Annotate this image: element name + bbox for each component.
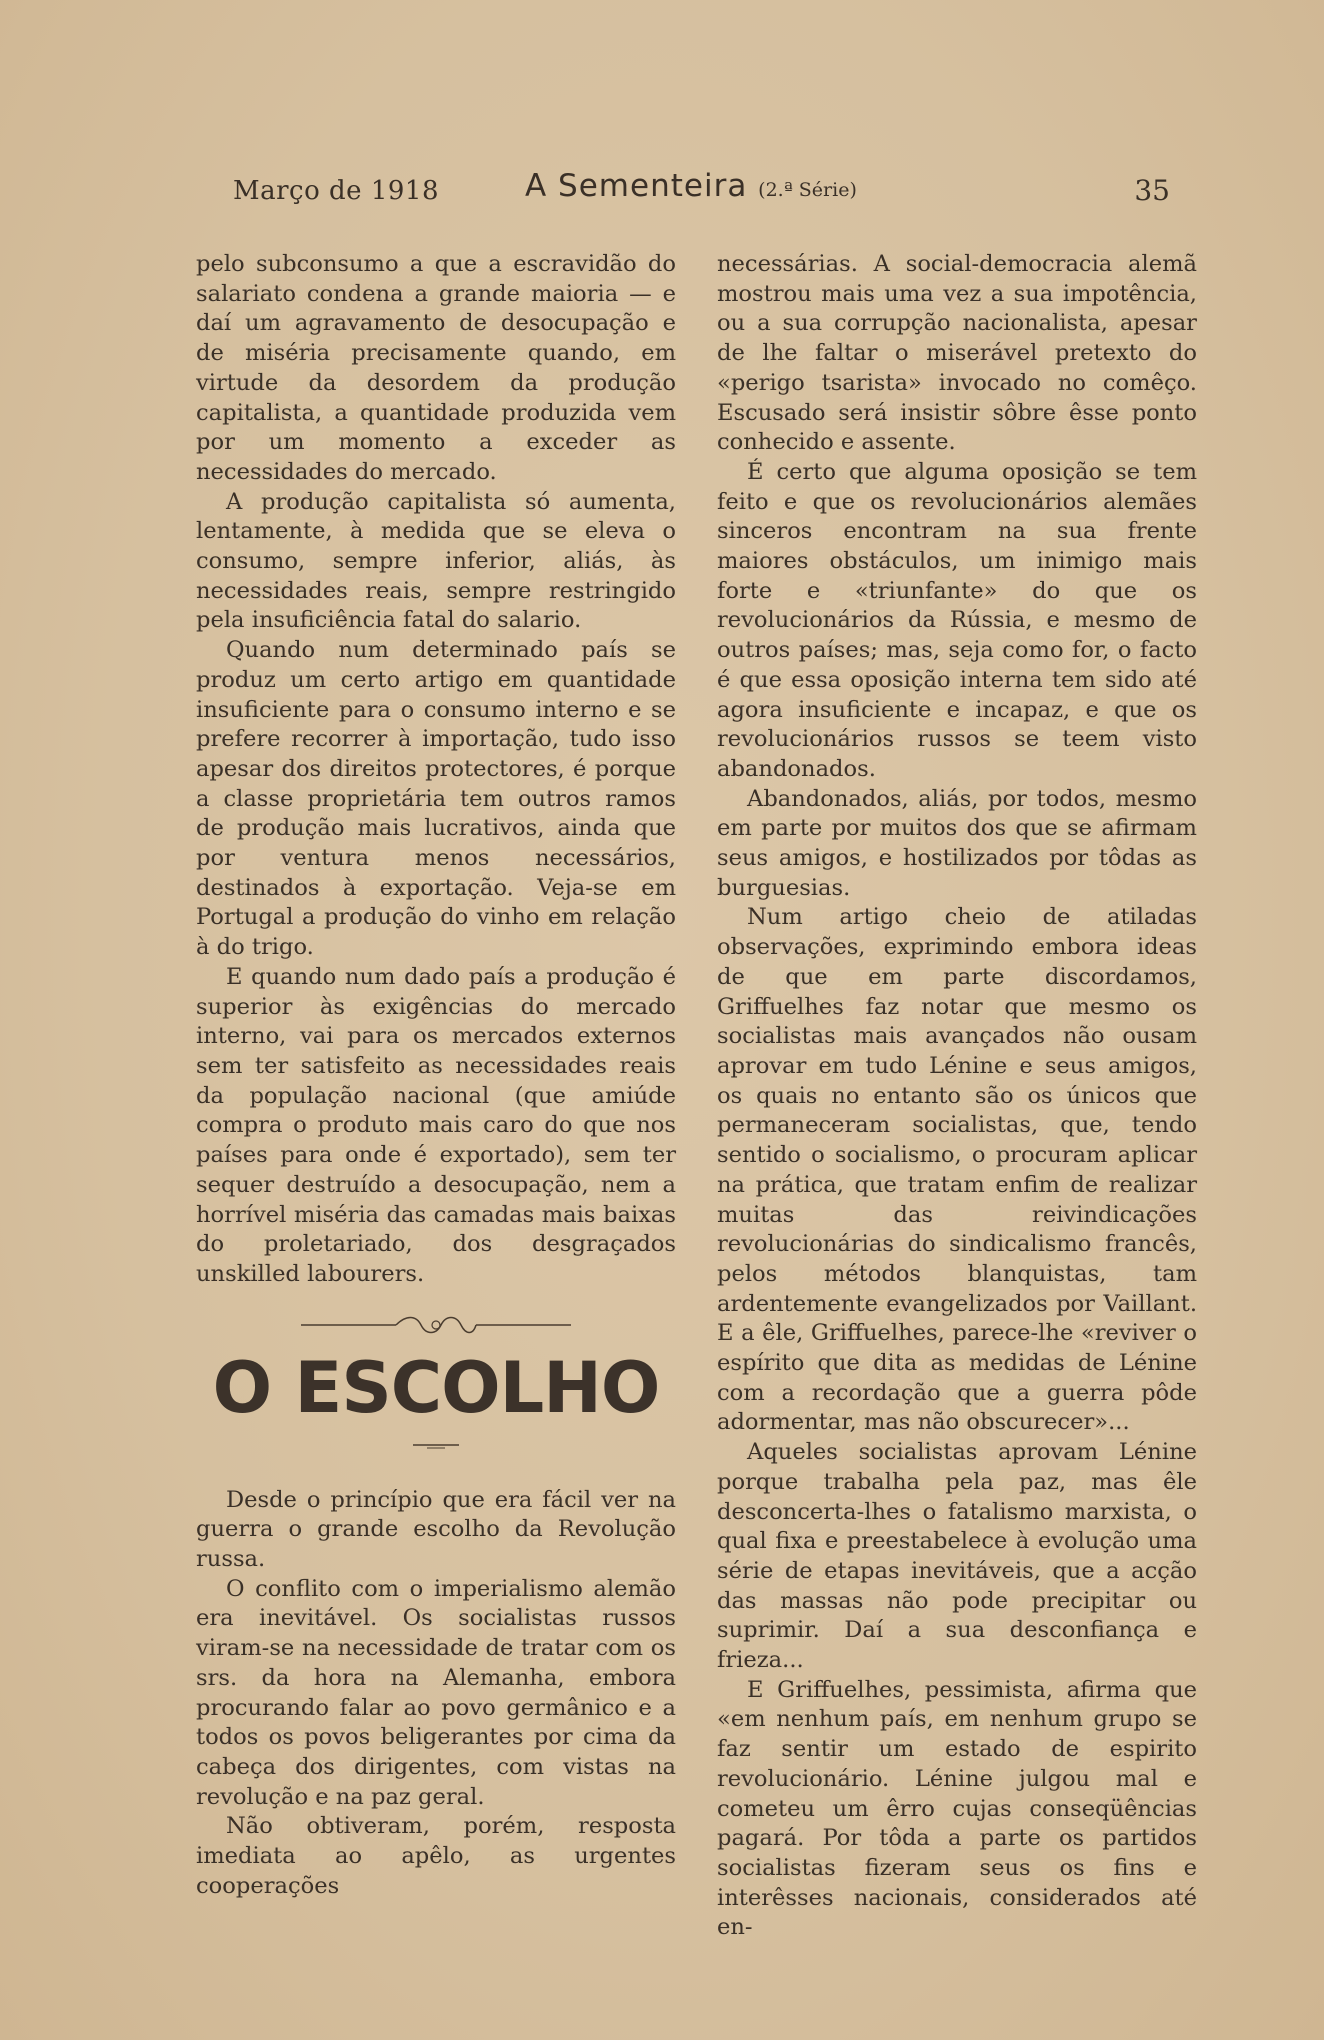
- article-headline: O ESCOLHO: [212, 1346, 660, 1429]
- paragraph: Desde o princípio que era fácil ver na guerra o grande escolho da Revolução russa.: [196, 1486, 676, 1573]
- paragraph: Quando num determinado país se produz um certo artigo em quantidade insuficiente para o consumo interno e se prefere recorrer à importação, tudo isso apesar dos direitos protectores, é porque a classe proprietária tem outros ramos de produção mais lucrativos, ainda que por ventura menos necessários, destinados à exportação. Veja-se em Portugal a produção do vinho em relação à do trigo.: [196, 637, 676, 961]
- paragraph: necessárias. A social-democracia alemã mostrou mais uma vez a sua impotência, ou a sua corrupção nacionalista, apesar de lhe faltar o miserável pretexto do «perigo tsarista» invocado no comêço. Escusado será insistir sôbre êsse ponto conhecido e assente.: [717, 251, 1197, 456]
- small-divider-icon: [413, 1440, 459, 1450]
- page-header: [195, 168, 1170, 218]
- page-number: 35: [1134, 174, 1170, 207]
- paragraph: Aqueles socialistas aprovam Lénine porque trabalha pela paz, mas êle desconcerta-lhes o fatalismo marxista, o qual fixa e preestabelece à evolução uma série de etapas inevitáveis, que a acção das massas não pode precipitar ou suprimir. Daí a sua desconfiança e frieza...: [717, 1439, 1197, 1674]
- paragraph: O conflito com o imperialismo alemão era inevitável. Os socialistas russos viram-se na necessidade de tratar com os srs. da hora na Alemanha, embora procurando falar ao povo germânico e a todos os povos beligerantes por cima da cabeça dos dirigentes, com vistas na revolução e na paz geral.: [196, 1575, 676, 1810]
- paragraph: A produção capitalista só aumenta, lentamente, à medida que se eleva o consumo, sempre inferior, aliás, às necessidades reais, sempre restringido pela insuficiência fatal do salario.: [196, 488, 676, 634]
- paragraph: pelo subconsumo a que a escravidão do salariato condena a grande maioria — e daí um agravamento de desocupação e de miséria precisamente quando, em virtude da desordem da produção capitalista, a quantidade produzida vem por um momento a exceder as necessidades do mercado.: [196, 251, 676, 485]
- paragraph: Não obtiveram, porém, resposta imediata ao apêlo, as urgentes cooperações: [196, 1813, 676, 1899]
- journal-series: (2.ª Série): [758, 179, 857, 201]
- right-column: [717, 250, 1197, 1943]
- issue-date: Março de 1918: [233, 176, 439, 206]
- paragraph: É certo que alguma oposição se tem feito e que os revolucionários alemães sinceros encontram na sua frente maiores obstáculos, um inimigo mais forte e «triunfante» do que os revolucionários da Rússia, e mesmo de outros países; mas, seja como for, o facto é que essa oposição interna tem sido até agora insuficiente e incapaz, e que os revolucionários russos se teem visto abandonados.: [717, 458, 1197, 782]
- journal-title: [525, 168, 857, 204]
- paragraph: E quando num dado país a produção é superior às exigências do mercado interno, vai para os mercados externos sem ter satisfeito as necessidades reais da população nacional (que amiúde compra o produto mais caro do que nos países para onde é exportado), sem ter sequer destruído a desocupação, nem a horrível miséria das camadas mais baixas do proletariado, dos desgraçados unskilled labourers.: [196, 963, 676, 1287]
- decorative-divider-icon: [301, 1312, 571, 1338]
- journal-name: A Sementeira: [525, 168, 748, 204]
- paragraph: E Griffuelhes, pessimista, afirma que «em nenhum país, em nenhum grupo se faz sentir um estado de espirito revolucionário. Lénine julgou mal e cometeu um êrro cujas conseqüências pagará. Por tôda a parte os partidos socialistas fizeram seus os fins e interêsses nacionais, considerados até en-: [717, 1676, 1197, 1941]
- paragraph: Abandonados, aliás, por todos, mesmo em parte por muitos dos que se afirmam seus amigos, e hostilizados por tôdas as burguesias.: [717, 785, 1197, 901]
- left-column: [196, 250, 676, 1901]
- paragraph: Num artigo cheio de atiladas observações, exprimindo embora ideas de que em parte discordamos, Griffuelhes faz notar que mesmo os socialistas mais avançados não ousam aprovar em tudo Lénine e seus amigos, os quais no entanto são os únicos que permaneceram socialistas, que, tendo sentido o socialismo, o procuram aplicar na prática, que tratam enfim de realizar muitas das reivindicações revolucionárias do sindicalismo francês, pelos métodos blanquistas, tam ardentemente evangelizados por Vaillant. E a êle, Griffuelhes, parece-lhe «reviver o espírito que dita as medidas de Lénine com a recordação que a guerra pôde adormentar, mas não obscurecer»...: [717, 904, 1197, 1436]
